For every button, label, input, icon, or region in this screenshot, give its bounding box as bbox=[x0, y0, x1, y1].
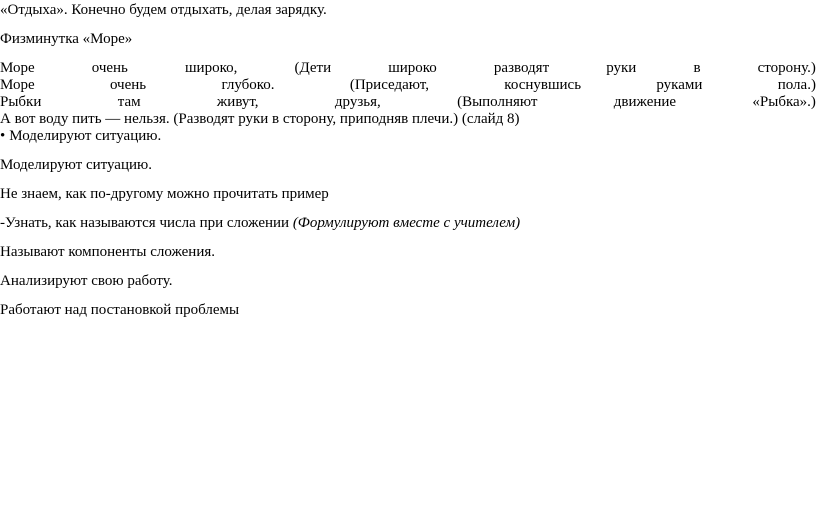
paragraph-with-note bbox=[0, 214, 816, 232]
paragraph: Моделируют ситуацию. bbox=[0, 157, 152, 173]
section-title: Физминутка «Море» bbox=[0, 31, 133, 47]
word: (Приседают, bbox=[349, 77, 429, 93]
paragraph: Работают над постановкой проблемы bbox=[0, 302, 240, 318]
bullet-text: Моделируют ситуацию. bbox=[9, 128, 162, 144]
bullet-icon: • bbox=[0, 128, 6, 144]
word: пола.) bbox=[777, 77, 816, 93]
word: там bbox=[117, 94, 141, 110]
word: разводят bbox=[493, 60, 550, 76]
poem-line-4: А вот воду пить — нельзя. (Разводят руки в сторону, приподняв плечи.) (слайд 8) bbox=[0, 111, 520, 127]
word: (Выполняют bbox=[457, 94, 538, 110]
poem-line-3 bbox=[0, 93, 816, 111]
intro-line: «Отдыха». Конечно будем отдыхать, делая зарядку. bbox=[0, 2, 327, 18]
word: (Дети bbox=[294, 60, 332, 76]
word: коснувшись bbox=[504, 77, 582, 93]
word: широко bbox=[388, 60, 437, 76]
paragraph: Называют компоненты сложения. bbox=[0, 244, 216, 260]
poem-line-2 bbox=[0, 76, 816, 94]
word: глубоко. bbox=[221, 77, 275, 93]
word: широко, bbox=[185, 60, 238, 76]
teacher-note: (Формулируют вместе с учителем) bbox=[292, 215, 521, 231]
word: в bbox=[693, 60, 701, 76]
word: Рыбки bbox=[0, 94, 42, 110]
word: очень bbox=[91, 60, 128, 76]
paragraph: Анализируют свою работу. bbox=[0, 273, 173, 289]
word: Море bbox=[0, 77, 35, 93]
word: очень bbox=[109, 77, 147, 93]
word: руками bbox=[656, 77, 703, 93]
paragraph: Не знаем, как по-другому можно прочитать пример bbox=[0, 186, 329, 202]
word: «Рыбка».) bbox=[752, 94, 816, 110]
word: движение bbox=[613, 94, 677, 110]
word: Море bbox=[0, 60, 35, 76]
paragraph-text: -Узнать, как называются числа при сложении bbox=[0, 215, 293, 231]
bullet-item bbox=[0, 127, 816, 145]
word: друзья, bbox=[334, 94, 381, 110]
word: руки bbox=[606, 60, 637, 76]
word: живут, bbox=[216, 94, 259, 110]
poem-line-1 bbox=[0, 59, 816, 77]
word: сторону.) bbox=[757, 60, 816, 76]
